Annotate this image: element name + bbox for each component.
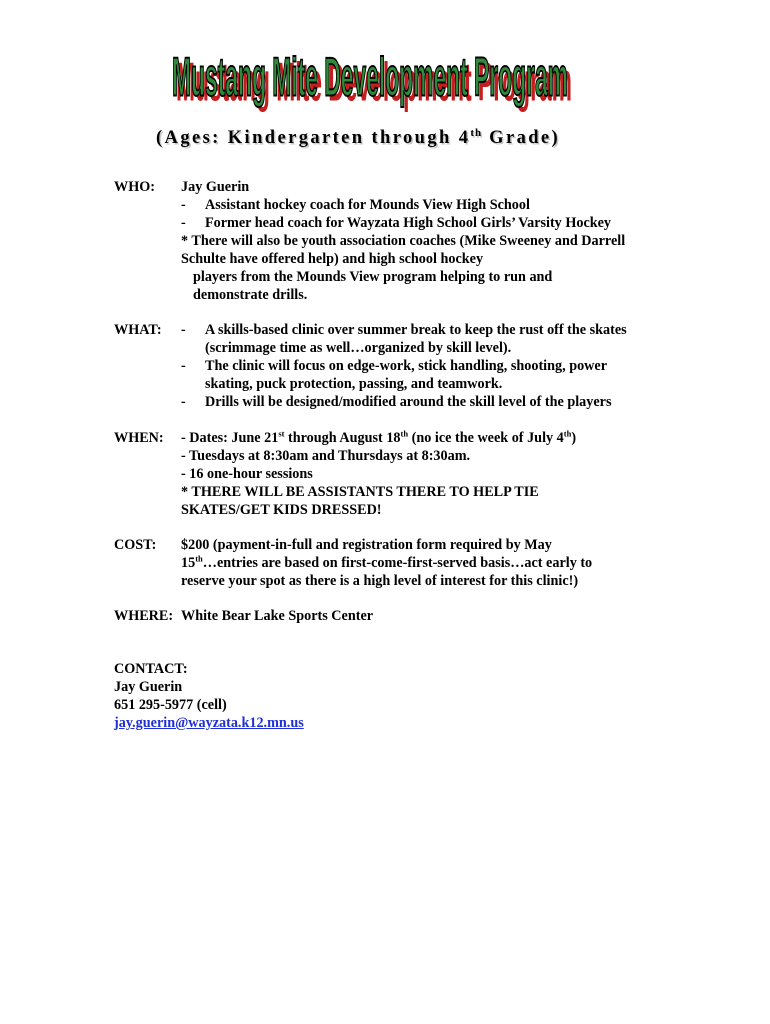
cost-body: [181, 536, 661, 590]
cost-line: reserve your spot as there is a high level of interest for this clinic!): [181, 573, 579, 589]
who-note-line: * There will also be youth association coaches (Mike Sweeney and Darrell: [181, 233, 626, 249]
subtitle-sup: th: [470, 126, 483, 139]
what-item-text: A skills-based clinic over summer break to keep the rust off the skates: [205, 322, 627, 338]
who-item: - Former head coach for Wayzata High School Girls’ Varsity Hockey: [181, 215, 612, 231]
who-label: WHO:: [114, 179, 155, 195]
what-label: WHAT:: [114, 322, 162, 338]
who-note-line: Schulte have offered help) and high school hockey: [181, 251, 484, 267]
what-item-cont: (scrimmage time as well…organized by skill level).: [205, 340, 512, 356]
who-name: Jay Guerin: [181, 179, 250, 195]
who-item-text: Former head coach for Wayzata High School Girls’ Varsity Hockey: [205, 215, 612, 231]
who-body: [181, 178, 661, 304]
subtitle-text-end: Grade): [482, 128, 561, 148]
dates-sup: th: [400, 428, 409, 439]
when-assistants: * THERE WILL BE ASSISTANTS THERE TO HELP TIE: [181, 484, 539, 500]
contact-email-link[interactable]: jay.guerin@wayzata.k12.mn.us: [114, 715, 304, 731]
when-assistants-cont: SKATES/GET KIDS DRESSED!: [181, 502, 382, 518]
what-item-text: Drills will be designed/modified around the skill level of the players: [205, 394, 612, 410]
what-item-text: The clinic will focus on edge-work, stick handling, shooting, power: [205, 358, 608, 374]
subtitle: [156, 128, 560, 149]
when-dates: [181, 429, 661, 447]
what-item: - A skills-based clinic over summer break to keep the rust off the skates: [181, 322, 627, 338]
page-title: Mustang Mite Development Program: [172, 52, 568, 108]
cost-text: 15: [181, 555, 196, 571]
title-wordart: [168, 52, 578, 118]
who-note-line: demonstrate drills.: [193, 287, 308, 303]
when-label: WHEN:: [114, 430, 164, 446]
who-item-text: Assistant hockey coach for Mounds View High School: [205, 197, 530, 213]
who-note-line: players from the Mounds View program helping to run and: [193, 269, 553, 285]
what-item: - The clinic will focus on edge-work, stick handling, shooting, power: [181, 358, 608, 374]
cost-line: $200 (payment-in-full and registration form required by May: [181, 537, 552, 553]
subtitle-text: (Ages: Kindergarten through 4: [156, 128, 471, 148]
where-label: WHERE:: [114, 608, 174, 624]
when-days: - Tuesdays at 8:30am and Thursdays at 8:30am.: [181, 448, 471, 464]
when-body: [181, 429, 661, 519]
dates-sup: th: [563, 428, 572, 439]
what-body: [181, 321, 661, 411]
when-sessions: - 16 one-hour sessions: [181, 466, 313, 482]
what-item-cont: skating, puck protection, passing, and teamwork.: [205, 376, 503, 392]
dates-text: through August 18: [284, 430, 401, 446]
dates-text: - Dates: June 21: [181, 430, 279, 446]
cost-label: COST:: [114, 537, 157, 553]
dates-text: (no ice the week of July 4: [408, 430, 564, 446]
contact-label: CONTACT:: [114, 661, 188, 677]
contact-name: Jay Guerin: [114, 679, 183, 695]
cost-line: [181, 554, 661, 572]
what-item: - Drills will be designed/modified around the skill level of the players: [181, 394, 612, 410]
cost-text: …entries are based on first-come-first-served basis…act early to: [202, 555, 593, 571]
title-shadow: Mustang Mite Development Program: [176, 52, 572, 113]
where-value: White Bear Lake Sports Center: [181, 608, 374, 624]
cost-sup: th: [195, 553, 203, 564]
dates-text: ): [571, 430, 577, 446]
contact-phone: 651 295-5977 (cell): [114, 697, 227, 713]
dates-sup: st: [278, 428, 285, 439]
who-item: - Assistant hockey coach for Mounds View High School: [181, 197, 530, 213]
contact-body: [114, 660, 304, 732]
